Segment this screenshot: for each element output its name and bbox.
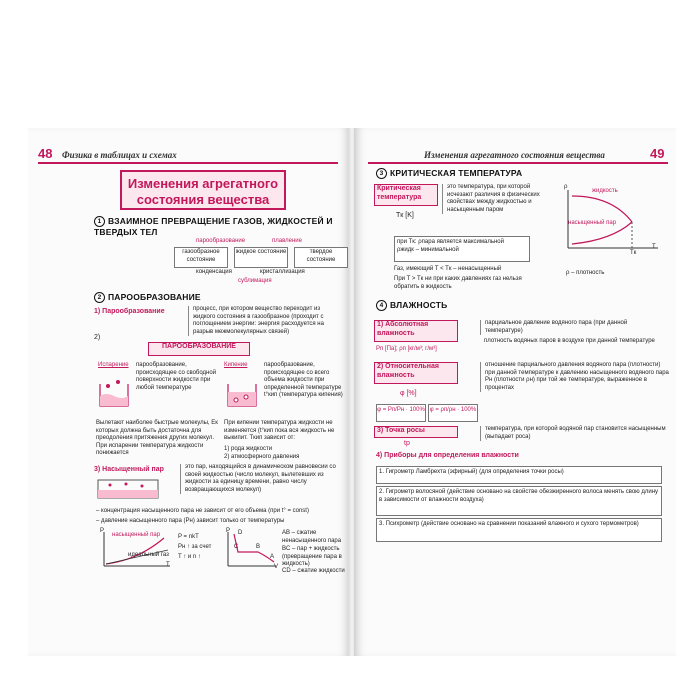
relative-humidity-unit: φ [%] [400,390,417,397]
evaporation-beaker-icon [96,378,132,410]
graph1-axis-t: T [166,562,170,568]
evaporation-definition: парообразование, происходящее со свободной поверхности жидкости при любой температуре [136,362,217,391]
page-title: Изменения агрегатного состояния вещества [120,170,286,210]
open-book [28,128,676,656]
item-2-label: 2) [94,334,101,341]
arrow-label-crystallization: кристаллизация [260,269,305,275]
arrow-label-condensation: конденсация [196,269,232,275]
page-number-left: 48 [38,146,53,161]
header-rule-left [38,162,338,164]
section-1-heading [94,216,334,237]
absolute-humidity-label: 1) Абсолютная влажность [374,320,458,342]
right-page [354,128,676,656]
boiling-label: Кипение [224,362,248,368]
critical-temperature-definition: это температура, при которой исчезают различия в физических свойствах между жидкостью и насыщенным паром [442,184,557,214]
graph-axis-rho: ρ [564,184,568,190]
relative-humidity-formula-density: φ = ρп/ρн · 100% [428,404,478,422]
section-2-number: 2 [94,292,105,303]
saturated-vapor-bullet-1: – концентрация насыщенного пара не зависит от его объема (при t° = const) [96,508,309,514]
section-3-heading [376,168,576,179]
boiling-factor-2: 2) атмосферного давления [224,454,300,460]
critical-density-liquid: ρжидк – минимальной [397,246,459,253]
arrow-label-melting: плавление [272,238,302,244]
section-3-number: 3 [376,168,387,179]
critical-gas-note: При T > Tк ни при каких давлениях газ нельзя обратить в жидкость [394,276,522,290]
section-2-title: ПАРООБРАЗОВАНИЕ [108,292,201,302]
header-rule-right [368,162,668,164]
unsaturated-gas-note: Газ, имеющий T < Tк – ненасыщенный [394,266,502,272]
evaporation-note: Вылетают наиболее быстрые молекулы, Eк которых должна быть достаточна для преодоления притяжения других молекул. При испарении температура жидкости понижается [96,420,218,456]
graph2-point-a: A [270,554,275,560]
relative-humidity-label: 2) Относительная влажность [374,362,458,384]
running-head-left: Физика в таблицах и схемах [62,150,177,160]
absolute-humidity-pressure: парциальное давление водяного пара (при данной температуре) [480,320,665,335]
graph2-point-d: D [238,530,243,536]
critical-density-box [394,236,530,262]
critical-temperature-label: Критическая температура [374,184,438,206]
section-1-number: 1 [94,216,105,227]
pressure-volume-graph [224,530,278,570]
critical-density-vapor: при Tк: ρпара является максимальной [397,239,504,245]
arrow-label-vaporization: парообразование [196,238,246,244]
evaporation-label: Испарение [98,362,129,368]
absolute-humidity-units: Pп [Па]; ρп [кг/м³; г/м³] [376,346,437,352]
boiling-note: При кипении температура жидкости не изменяется (t°кип пока вся жидкость не выкипит. Tкип зависит от: [224,420,335,441]
saturated-vapor-label: 3) Насыщенный пар [94,466,164,473]
graph2-axis-v: V [274,564,279,570]
relative-humidity-definition: отношение парциального давления водяного пара (плотности) при данной температуре к давлению насыщенного водяного пара Pн (плотности ρн) при той же температуре, выраженное в процентах [480,362,669,392]
graph1-label-ideal-gas: идеальный газ [128,552,169,558]
graph2-cd: CD – сжатие жидкости [282,568,345,574]
rho-caption: ρ – плотность [566,270,605,276]
section-4-heading [376,300,576,311]
absolute-humidity-density: плотность водяных паров в воздухе при данной температуре [484,338,655,344]
relative-humidity-formula-pressure: φ = Pп/Pн · 100% [376,404,426,422]
formula-increase: Pн ↑ за счет [178,544,212,550]
state-solid: твердое состояние [294,247,348,268]
formula-reason: T ↑ и n ↑ [178,554,201,560]
section-1-title: ВЗАИМНОЕ ПРЕВРАЩЕНИЕ ГАЗОВ, ЖИДКОСТЕЙ И ТВЕРДЫХ ТЕЛ [94,216,333,238]
formula-pnkt: P = nkT [178,534,199,540]
graph2-axis-p: P [226,528,231,534]
saturated-vapor-definition: это пар, находящийся в динамическом равновесии со своей жидкостью (число молекул, вылетевших из жидкости за единицу времени, равно числу возвращающихся молекул) [180,464,345,494]
page-number-right: 49 [650,146,665,161]
graph2-bc: BC – пар + жидкость (превращение пара в жидкость) [282,546,342,567]
boiling-definition: парообразование, происходящее со всего объема жидкости при определенной температуре t°кип (температура кипения) [264,362,343,398]
graph2-ab: AB – сжатие ненасыщенного пара [282,530,342,544]
section-4-number: 4 [376,300,387,311]
vaporization-label: 1) Парообразование [94,308,165,315]
boiling-factor-1: 1) рода жидкости [224,446,273,452]
state-gas: газообразное состояние [174,247,228,268]
section-2-heading [94,292,334,303]
graph2-point-c: C [234,544,239,550]
section-4-title: ВЛАЖНОСТЬ [390,300,448,310]
dew-point-label: 3) Точка росы [374,426,458,438]
graph2-point-b: B [256,544,261,550]
saturated-vapor-bullet-2: – давление насыщенного пара (Pн) зависит только от температуры [96,518,285,524]
graph1-label-saturated: насыщенный пар [112,532,161,538]
running-head-right: Изменения агрегатного состояния вещества [424,150,605,160]
vaporization-box-title: ПАРООБРАЗОВАНИЕ [148,342,250,356]
dew-point-symbol: tр [404,440,410,447]
boiling-beaker-icon [224,378,260,410]
critical-temperature-unit: Tк [K] [396,212,414,219]
saturated-vapor-vessel-icon [96,478,166,500]
arrow-label-sublimation: сублимация [238,278,272,284]
graph-label-saturated-vapor: насыщенный пар [568,220,617,226]
graph-axis-t: T [652,244,656,250]
left-page [28,128,350,656]
instrument-1: 1. Гигрометр Ламбрехта (эфирный) (для определения точки росы) [376,466,662,484]
vaporization-definition: процесс, при котором вещество переходит из жидкого состояния в газообразное (проходит с поглощением энергии: энергия расходуется на разрыв межмолекулярных связей) [188,306,343,336]
instrument-3: 3. Психрометр (действие основано на сравнении показаний влажного и сухого термометров) [376,518,662,542]
graph-label-liquid: жидкость [592,188,618,194]
state-liquid: жидкое состояние [234,247,288,268]
graph1-axis-p: P [100,528,105,534]
dew-point-definition: температура, при которой водяной пар становится насыщенным (выпадает роса) [480,426,669,441]
instruments-label: 4) Приборы для определения влажности [376,452,519,459]
instrument-2: 2. Гигрометр волосяной (действие основано на свойстве обезжиренного волоса менять свою длину в зависимости от влажности воздуха) [376,486,662,516]
section-3-title: КРИТИЧЕСКАЯ ТЕМПЕРАТУРА [390,168,523,178]
graph-label-tk: Tк [630,250,637,256]
